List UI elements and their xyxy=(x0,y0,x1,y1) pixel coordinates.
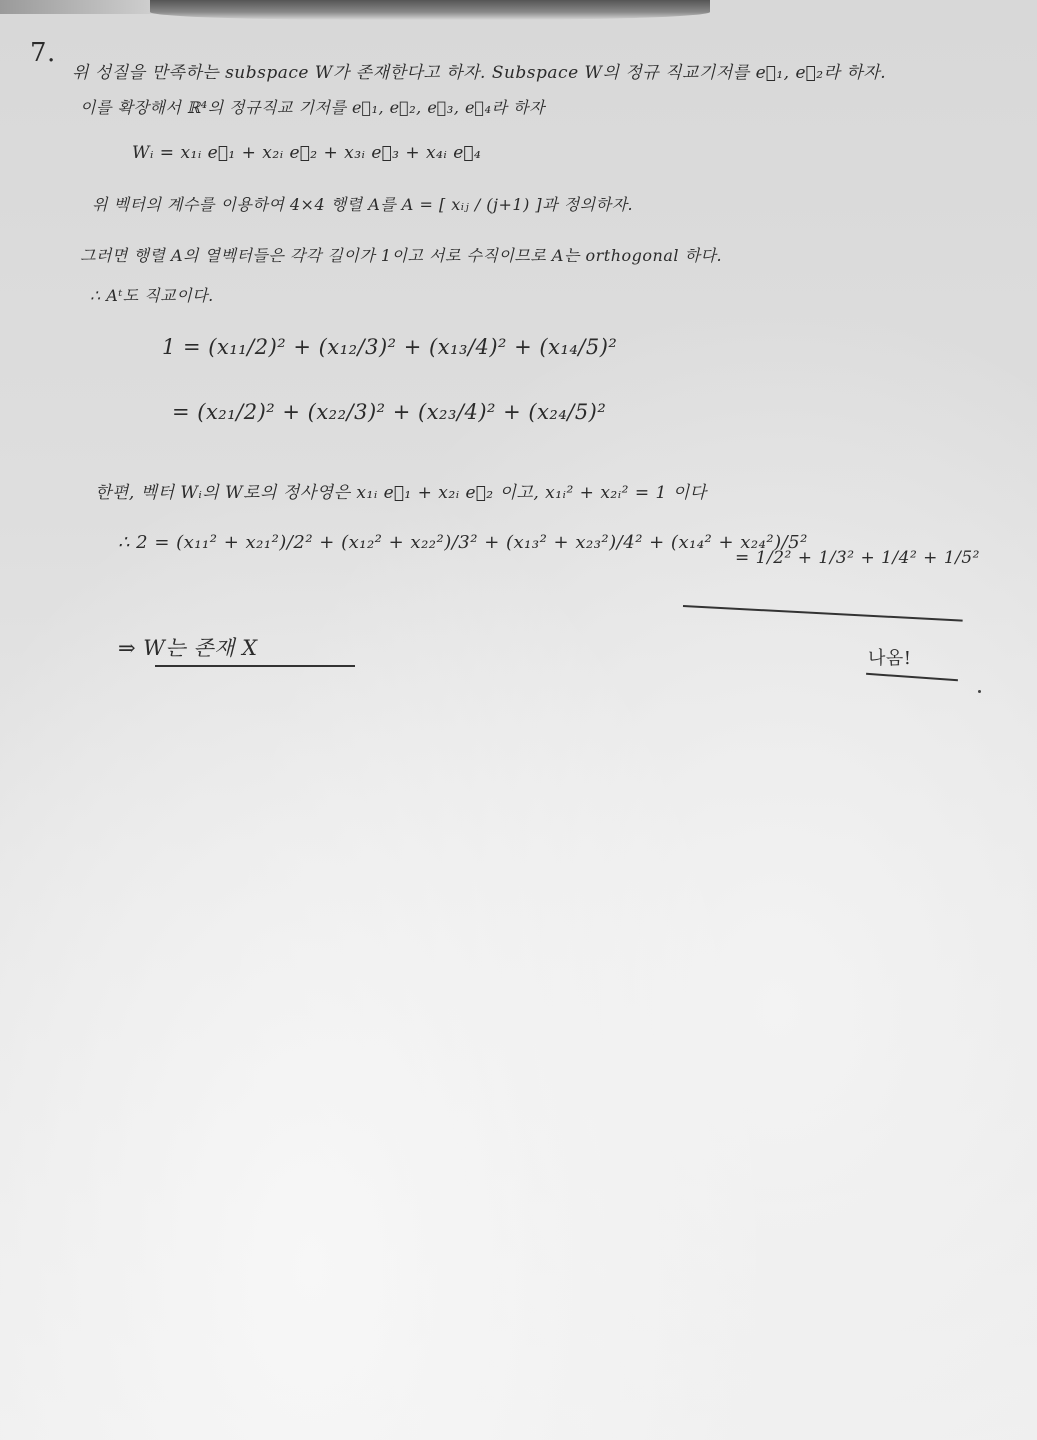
conclusion-underline xyxy=(155,665,355,667)
text-line-matrix-definition: 위 벡터의 계수를 이용하여 4×4 행렬 A를 A = [ xᵢⱼ / (j+1) ]과 정의하자. xyxy=(92,195,634,214)
equation-row-two: = (x₂₁/2)² + (x₂₂/3)² + (x₂₃/4)² + (x₂₄/5)² xyxy=(172,400,607,424)
conclusion-text: ⇒ W는 존재 X xyxy=(118,636,258,660)
problem-number: 7. xyxy=(30,38,56,68)
equation-sum-result: = 1/2² + 1/3² + 1/4² + 1/5² xyxy=(735,548,981,568)
equation-vector-expansion: Wᵢ = x₁ᵢ e⃗₁ + x₂ᵢ e⃗₂ + x₃ᵢ e⃗₃ + x₄ᵢ e⃗₄ xyxy=(132,143,482,163)
ink-dot xyxy=(978,690,981,693)
result-underline xyxy=(683,605,963,622)
equation-sum: ∴ 2 = (x₁₁² + x₂₁²)/2² + (x₁₂² + x₂₂²)/3² + (x₁₃² + x₂₃²)/4² + (x₁₄² + x₂₄²)/5² xyxy=(118,532,808,553)
scan-edge-top xyxy=(150,0,710,20)
text-line-projection: 한편, 벡터 Wᵢ의 W로의 정사영은 x₁ᵢ e⃗₁ + x₂ᵢ e⃗₂ 이고, x₁ᵢ² + x₂ᵢ² = 1 이다 xyxy=(95,483,707,503)
remark-text: 나옴! xyxy=(868,648,912,669)
text-line-orthogonal: 그러면 행렬 A의 열벡터들은 각각 길이가 1이고 서로 수직이므로 A는 orthogonal 하다. xyxy=(80,246,723,265)
text-line-transpose-orthogonal: ∴ Aᵗ도 직교이다. xyxy=(90,286,214,305)
text-line-assumption: 위 성질을 만족하는 subspace W가 존재한다고 하자. Subspace W의 정규 직교기저를 e⃗₁, e⃗₂라 하자. xyxy=(72,63,887,83)
equation-row-one: 1 = (x₁₁/2)² + (x₁₂/3)² + (x₁₃/4)² + (x₁₄/5)² xyxy=(162,335,618,359)
text-line-basis-extension: 이를 확장해서 ℝ⁴의 정규직교 기저를 e⃗₁, e⃗₂, e⃗₃, e⃗₄라 하자 xyxy=(80,98,545,117)
remark-underline xyxy=(866,673,958,681)
